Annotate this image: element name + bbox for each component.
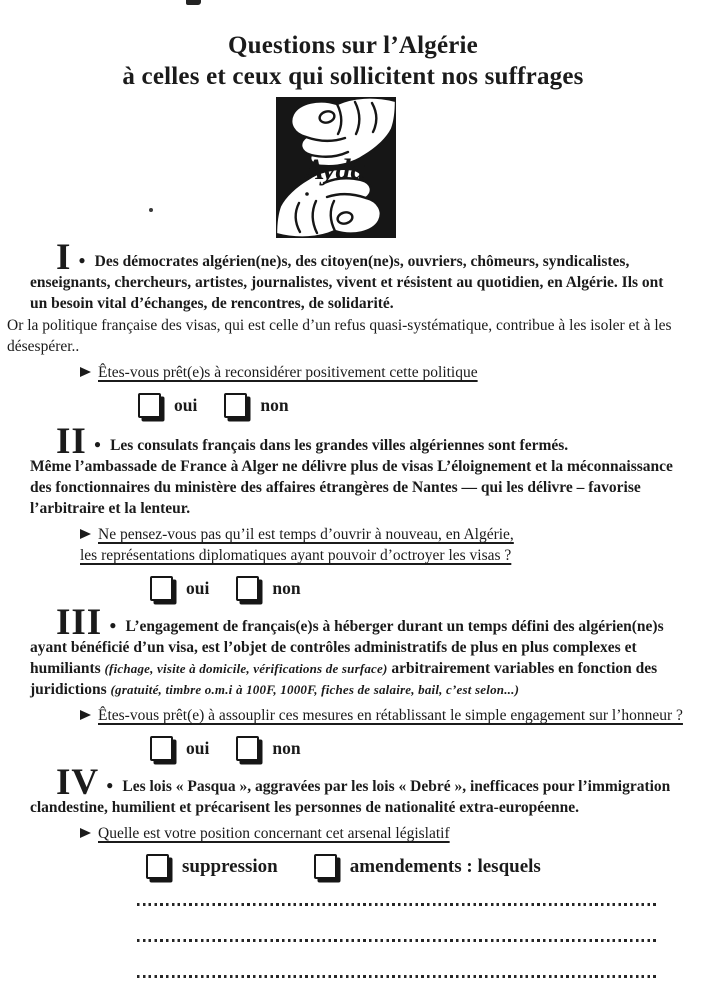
non-label: non bbox=[272, 578, 301, 598]
scan-dot-artifact bbox=[149, 208, 153, 212]
section-4-question bbox=[80, 823, 682, 844]
section-3-numeral: III bbox=[56, 602, 103, 643]
suppression-checkbox[interactable] bbox=[146, 854, 169, 879]
section-3-paragraph bbox=[30, 602, 682, 700]
title-line-1: Questions sur l’Algérie bbox=[228, 32, 478, 59]
section-3-text-bold-2: arbitrairement variables en fonction des juridictions bbox=[30, 660, 658, 698]
bullet-icon: ● bbox=[78, 253, 86, 267]
answer-line-3[interactable] bbox=[137, 975, 657, 978]
section-3-question bbox=[80, 705, 682, 726]
non-label: non bbox=[260, 395, 289, 415]
ayda-logo-image bbox=[276, 97, 396, 238]
section-2-paragraph bbox=[30, 421, 682, 519]
answer-line-1[interactable] bbox=[137, 903, 657, 906]
question-line-2: les représentations diplomatiques ayant pouvoir d’octroyer les visas ? bbox=[80, 547, 512, 564]
section-1-lead-text: Des démocrates algérien(ne)s, des citoyen(ne)s, ouvriers, chômeurs, syndicalistes, enseignants, chercheurs, artistes, journalistes, vivent et résistent au quotidien, en Algérie. Ils ont un besoin vital d’échanges, de rencontres, de solidarité. bbox=[30, 253, 664, 312]
logo-text: Ayda bbox=[304, 153, 366, 186]
question-text: Êtes-vous prêt(e) à assouplir ces mesures en rétablissant le simple engagement sur l’honneur ? bbox=[98, 707, 683, 724]
suppression-label: suppression bbox=[182, 855, 278, 877]
section-2-answers bbox=[150, 576, 682, 601]
section-3 bbox=[0, 602, 706, 761]
arrow-icon bbox=[80, 529, 91, 539]
non-checkbox-3[interactable] bbox=[236, 736, 259, 761]
section-4-answers bbox=[146, 854, 682, 879]
question-line-1: Ne pensez-vous pas qu’il est temps d’ouvrir à nouveau, en Algérie, bbox=[98, 526, 514, 543]
section-2-question bbox=[80, 524, 682, 566]
section-1-answers bbox=[138, 393, 682, 418]
oui-label: oui bbox=[174, 395, 198, 415]
section-1-paragraph bbox=[30, 237, 682, 314]
section-1 bbox=[0, 237, 706, 418]
non-label: non bbox=[272, 738, 301, 758]
ayda-hands-logo bbox=[276, 97, 396, 238]
oui-checkbox-1[interactable] bbox=[138, 393, 161, 418]
section-1-numeral: I bbox=[56, 237, 72, 278]
non-checkbox-1[interactable] bbox=[224, 393, 247, 418]
oui-label: oui bbox=[186, 578, 210, 598]
non-checkbox-2[interactable] bbox=[236, 576, 259, 601]
arrow-icon bbox=[80, 710, 91, 720]
arrow-icon bbox=[80, 367, 91, 377]
answer-line-2[interactable] bbox=[137, 939, 657, 942]
section-1-question bbox=[80, 362, 682, 383]
section-1-body-text: Or la politique française des visas, qui est celle d’un refus quasi-systématique, contribue à les isoler et à les désespérer.. bbox=[7, 317, 672, 355]
amendements-label: amendements : lesquels bbox=[349, 855, 541, 877]
section-3-text-bold-1: L’engagement de français(e)s à héberger durant un temps défini des algérien(ne)s ayant bénéficié d’un visa, est l’objet de contrôles administratifs de plus en plus complexes et humiliants bbox=[30, 618, 664, 677]
amendements-checkbox[interactable] bbox=[314, 854, 337, 879]
section-3-answers bbox=[150, 736, 682, 761]
section-4-lead-text: Les lois « Pasqua », aggravées par les lois « Debré », inefficaces pour l’immigration clandestine, humilient et précarisent les personnes de nationalité extra-européenne. bbox=[30, 778, 671, 816]
arrow-icon bbox=[80, 828, 91, 838]
bullet-icon: ● bbox=[106, 778, 114, 792]
section-2-numeral: II bbox=[56, 421, 87, 462]
oui-checkbox-3[interactable] bbox=[150, 736, 173, 761]
title-line-2: à celles et ceux qui sollicitent nos suffrages bbox=[122, 63, 584, 90]
section-4-paragraph bbox=[30, 762, 682, 818]
section-3-note-2: (gratuité, timbre o.m.i à 100F, 1000F, fiches de salaire, bail, c’est selon...) bbox=[110, 682, 520, 697]
section-4-numeral: IV bbox=[56, 762, 100, 803]
section-2-lead-text: Les consulats français dans les grandes villes algériennes sont fermés. bbox=[110, 437, 569, 454]
scan-smudge-artifact bbox=[186, 0, 201, 5]
section-3-note-1: (fichage, visite à domicile, vérifications de surface) bbox=[104, 661, 388, 676]
bullet-icon: ● bbox=[93, 437, 102, 451]
question-text: Êtes-vous prêt(e)s à reconsidérer positivement cette politique bbox=[98, 364, 478, 381]
page-title bbox=[0, 30, 706, 92]
section-4 bbox=[0, 762, 706, 879]
answer-lines bbox=[137, 903, 657, 978]
section-2-body-text: Même l’ambassade de France à Alger ne délivre plus de visas L’éloignement et la méconnaissance des fonctionnaires du ministère des affaires étrangères de Nantes — qui les délivre – favorise l’arbitraire et la lenteur. bbox=[30, 458, 673, 517]
question-text: Quelle est votre position concernant cet arsenal législatif bbox=[98, 825, 450, 842]
oui-label: oui bbox=[186, 738, 210, 758]
bullet-icon: ● bbox=[109, 618, 117, 632]
oui-checkbox-2[interactable] bbox=[150, 576, 173, 601]
section-2 bbox=[0, 421, 706, 601]
